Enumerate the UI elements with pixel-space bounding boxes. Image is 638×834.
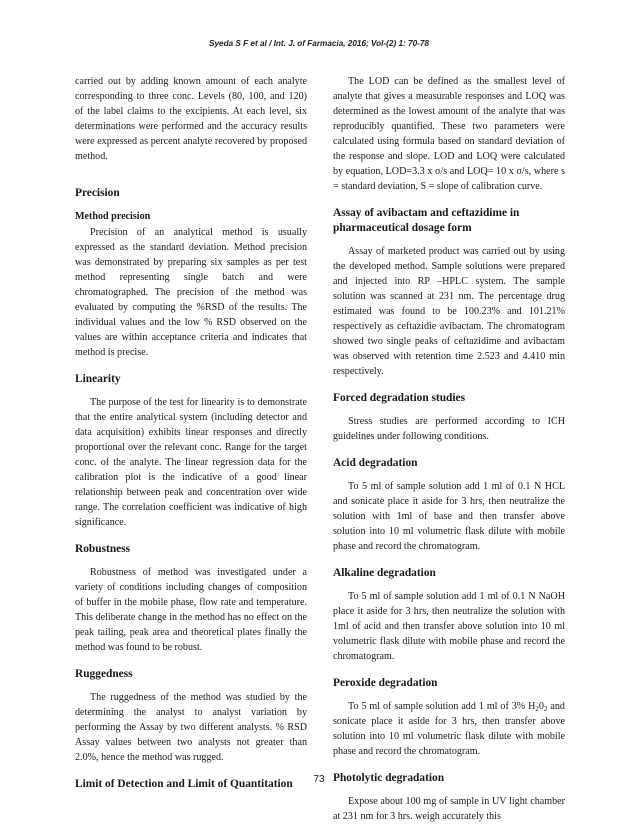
- precision-heading: Precision: [75, 187, 120, 199]
- running-header: Syeda S F et al / Int. J. of Farmacia, 2016; Vol-(2) 1: 70-78: [209, 39, 429, 48]
- alkaline-degradation-heading: Alkaline degradation: [333, 567, 436, 579]
- accuracy-continuation-paragraph: carried out by adding known amount of each analyte corresponding to three conc. Levels (80, 100, and 120) of the label claims to the excipients. At each level, six determinations were performed and the accuracy results were expressed as percent analyte recovered by proposed method.: [75, 76, 307, 162]
- right-column: [333, 74, 565, 834]
- assay-heading: Assay of avibactam and ceftazidime in pharmaceutical dosage form: [333, 207, 520, 234]
- ruggedness-heading: Ruggedness: [75, 668, 133, 680]
- subscript-2a: 2: [535, 705, 539, 713]
- assay-paragraph: Assay of marketed product was carried out by using the developed method. Sample solutions were prepared and injected into RP –HPLC system. The sample solution was scanned at 231 nm. The percentage drug estimated was found to be 100.23% and 101.21% respectively as ceftazidie avibactam. The chromatogram showed two single peaks of ceftazidime and avibactam was observed with retention time 2.523 and 4.410 min respectively.: [333, 246, 565, 377]
- page-number: 73: [313, 774, 325, 785]
- robustness-heading: Robustness: [75, 543, 131, 555]
- ruggedness-paragraph: The ruggedness of the method was studied by the determining the analyst to analyst variation by performing the Assay by two different analysts. % RSD Assay values between two analysts not greater than 2.0%, hence the method was rugged.: [75, 692, 307, 763]
- left-column: [75, 74, 307, 800]
- forced-degradation-paragraph: Stress studies are performed according to ICH guidelines under following conditions.: [333, 416, 565, 442]
- lod-loq-heading: Limit of Detection and Limit of Quantitation: [75, 778, 293, 790]
- acid-degradation-heading: Acid degradation: [333, 457, 418, 469]
- linearity-paragraph: The purpose of the test for linearity is to demonstrate that the entire analytical system (including detector and data acquisition) exhibits linear responses and directly proportional over the relevant conc. Range for the target conc. of the analyte. The linear regression data for the calibration plot is the indicative of a good linear relationship between peak and concentration over wide range. The correlation coefficient was indicative of high significance.: [75, 397, 307, 528]
- lod-loq-paragraph: The LOD can be defined as the smallest level of analyte that gives a measurable responses and LOQ was determined as the lowest amount of the analyte that was reproducibly quantified. These two parameters were calculated using formula based on standard deviation of the response and slope. LOD and LOQ were calculated by equation, LOD=3.3 x σ/s and LOQ= 10 x σ/s, where s = standard deviation, S = slope of calibration curve.: [333, 76, 565, 192]
- method-precision-paragraph: Precision of an analytical method is usually expressed as the standard deviation. Method precision was demonstrated by preparing six samples as per test method representing single batch and were chromatographed. The precision of the method was evaluated by computing the %RSD of the results. The individual values and the low % RSD observed on the values are within acceptance criteria and indicates that method is precise.: [75, 227, 307, 358]
- peroxide-text-start: To 5 ml of sample solution add 1 ml of 3% H: [348, 701, 536, 712]
- linearity-heading: Linearity: [75, 373, 121, 385]
- photolytic-degradation-heading: Photolytic degradation: [333, 772, 445, 784]
- alkaline-degradation-paragraph: To 5 ml of sample solution add 1 ml of 0.1 N NaOH place it aside for 3 hrs, then neutralize the solution with 1ml of acid and then transfer above solution into 10 ml volumetric flask dilute with mobile phase and record the chromatogram.: [333, 591, 565, 662]
- peroxide-degradation-heading: Peroxide degradation: [333, 677, 438, 689]
- photolytic-degradation-paragraph: Expose about 100 mg of sample in UV light chamber at 231 nm for 3 hrs. weigh accurately this: [333, 796, 565, 822]
- forced-degradation-heading: Forced degradation studies: [333, 392, 466, 404]
- peroxide-degradation-paragraph: [333, 699, 565, 759]
- subscript-2b: 2: [543, 705, 548, 713]
- peroxide-text-end: and sonicate place it aside for 3 hrs, then transfer above solution into 10 ml volumetric flask dilute with mobile phase and record the chromatogram.: [333, 701, 565, 757]
- method-precision-heading: Method precision: [75, 211, 151, 222]
- acid-degradation-paragraph: To 5 ml of sample solution add 1 ml of 0.1 N HCL and sonicate place it aside for 3 hrs, then neutralize the solution with 1ml of base and then transfer above solution into 10 ml volumetric flask dilute with mobile phase and record the chromatogram.: [333, 481, 565, 552]
- peroxide-text-mid: 0: [538, 701, 544, 712]
- robustness-paragraph: Robustness of method was investigated under a variety of conditions including changes of composition of buffer in the mobile phase, flow rate and temperature. This deliberate change in the method has no effect on the peak tailing, peak area and theoretical plates finally the method was found to be robust.: [75, 567, 307, 653]
